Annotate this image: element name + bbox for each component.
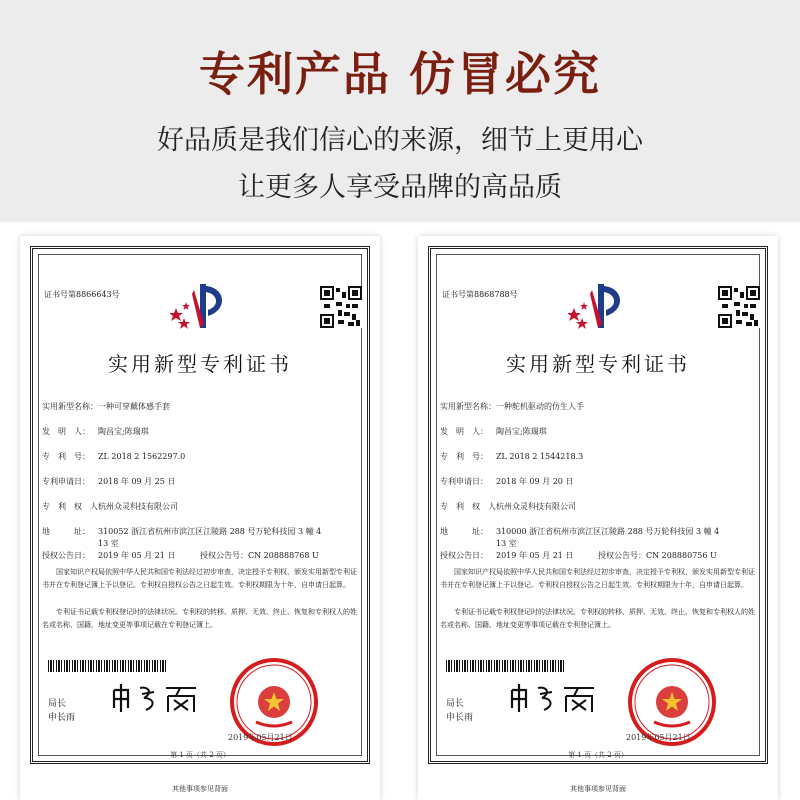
qr-code-icon	[320, 286, 362, 328]
grant-paragraph: 国家知识产权局依照中华人民共和国专利法经过初步审查，决定授予专利权，颁发实用新型专利证书并在专利登记簿上予以登记。专利权自授权公告之日起生效。专利权期限为十年，自申请日起算。	[42, 568, 357, 589]
certificate-left	[20, 236, 380, 800]
patent-number: 专 利 号： ZL 2018 2 1544218.3	[440, 452, 584, 461]
legal-status-paragraph: 专利证书记载专利权登记时的法律状况。专利权的转移、质押、无效、终止、恢复和专利权人的姓名或名称、国籍、地址变更等事项记载在专利登记簿上。	[42, 608, 357, 629]
utility-model-name: 实用新型名称：一种可穿戴体感手套	[42, 402, 170, 411]
inventor: 发 明 人： 陶昌宝;陈瑞琪	[440, 427, 547, 436]
patent-number: 专 利 号： ZL 2018 2 1562297.0	[42, 452, 186, 461]
utility-model-name: 实用新型名称：一种舵机驱动的仿生人手	[440, 402, 584, 411]
signature-icon	[508, 682, 598, 714]
certificate-right	[418, 236, 778, 800]
patent-holder: 专 利 权 人：杭州众灵科技有限公司	[42, 502, 178, 511]
certificate-title: 实用新型专利证书	[506, 352, 690, 376]
announcement-date: 授权公告日： 2019 年 05 月 21 日	[440, 551, 574, 560]
filing-date: 专利申请日： 2018 年 09 月 20 日	[440, 477, 574, 486]
back-note: 其他事项参见背面	[570, 785, 626, 793]
announcement-number: 授权公告号：CN 208880756 U	[598, 551, 717, 560]
grant-paragraph: 国家知识产权局依照中华人民共和国专利法经过初步审查，决定授予专利权，颁发实用新型专利证书并在专利登记簿上予以登记。专利权自授权公告之日起生效。专利权期限为十年，自申请日起算。	[440, 568, 755, 589]
announcement-number: 授权公告号：CN 208888768 U	[200, 551, 319, 560]
certificate-number: 证书号第8866643号	[44, 290, 120, 299]
back-note: 其他事项参见背面	[172, 785, 228, 793]
cnipa-emblem-icon	[568, 280, 630, 332]
address: 地 址： 310052 浙江省杭州市滨江区江陵路 288 号万轮科技园 3 幢 4	[42, 527, 322, 536]
announcement-date: 授权公告日： 2019 年 05 月 21 日	[42, 551, 176, 560]
address-line-2: 13 室	[496, 539, 517, 548]
filing-date: 专利申请日： 2018 年 09 月 25 日	[42, 477, 176, 486]
seal-date: 2019年05月21日	[626, 733, 691, 742]
certificate-number: 证书号第8868788号	[442, 290, 518, 299]
director-name: 申长雨	[446, 713, 474, 723]
barcode-icon	[48, 660, 168, 672]
banner	[0, 0, 800, 222]
director-name: 申长雨	[48, 713, 76, 723]
headline: 专利产品 仿冒必究	[198, 47, 601, 101]
patent-holder: 专 利 权 人：杭州众灵科技有限公司	[440, 502, 576, 511]
page-number: 第 1 页（共 2 页）	[568, 751, 628, 759]
qr-code-icon	[718, 286, 760, 328]
barcode-icon	[446, 660, 566, 672]
seal-date: 2019年05月21日	[228, 733, 293, 742]
cnipa-emblem-icon	[170, 280, 232, 332]
director-title: 局长	[48, 699, 67, 709]
inventor: 发 明 人： 陶昌宝;陈瑞琪	[42, 427, 149, 436]
subline-quality: 好品质是我们信心的来源，细节上更用心	[157, 125, 643, 156]
subline-brand: 让更多人享受品牌的高品质	[238, 172, 562, 203]
certificate-title: 实用新型专利证书	[108, 352, 292, 376]
address: 地 址： 310000 浙江省杭州市滨江区江陵路 288 号万轮科技园 3 幢 4	[440, 527, 720, 536]
director-title: 局长	[446, 699, 465, 709]
address-line-2: 13 室	[98, 539, 119, 548]
signature-icon	[110, 682, 200, 714]
legal-status-paragraph: 专利证书记载专利权登记时的法律状况。专利权的转移、质押、无效、终止、恢复和专利权人的姓名或名称、国籍、地址变更等事项记载在专利登记簿上。	[440, 608, 755, 629]
page-number: 第 1 页（共 2 页）	[170, 751, 230, 759]
